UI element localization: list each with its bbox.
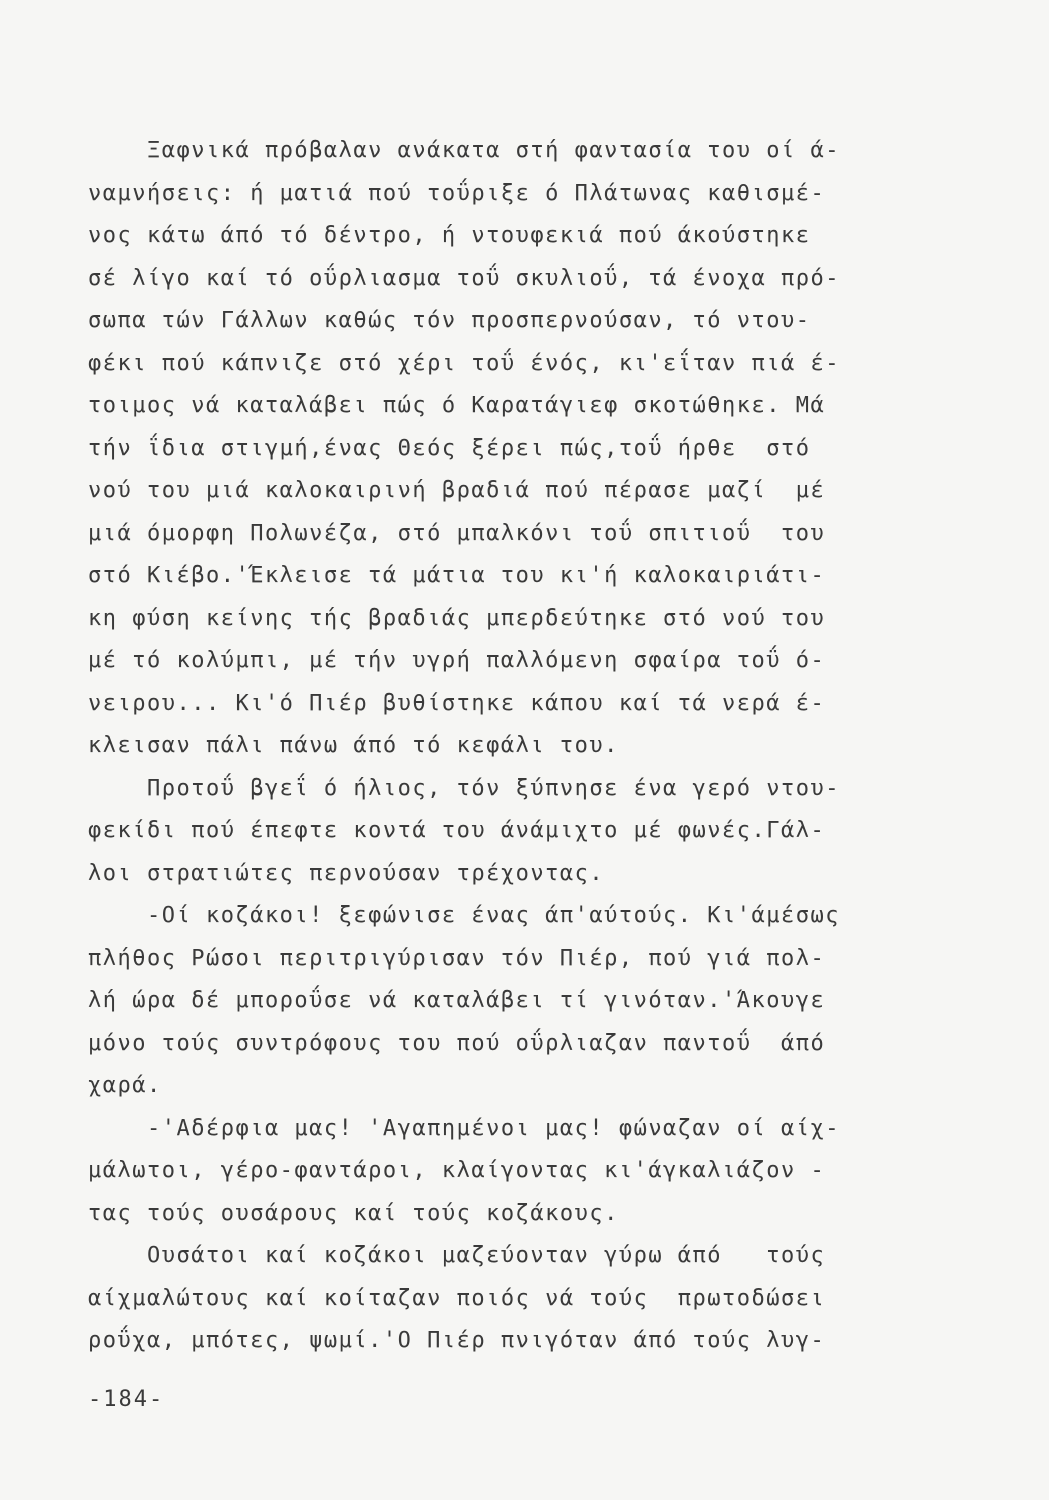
text-line: στό Κιέβο.'Έκλεισε τά μάτια του κι'ή καλοκαιριάτι- <box>88 563 826 588</box>
text-line: Ουσάτοι καί κοζάκοι μαζεύονταν γύρω άπό τούς <box>88 1243 826 1268</box>
text-line: πλήθος Ρώσοι περιτριγύρισαν τόν Πιέρ, πού γιά πολ- <box>88 945 826 971</box>
text-line: φέκι πού κάπνιζε στό χέρι τοΰ ένός, κι'εΐταν πιά έ- <box>88 350 841 376</box>
text-line: αίχμαλώτους καί κοίταζαν ποιός νά τούς πρωτοδώσει <box>88 1285 826 1311</box>
text-line: σωπα τών Γάλλων καθώς τόν προσπερνούσαν, τό ντου- <box>88 308 811 333</box>
text-line: Ξαφνικά πρόβαλαν ανάκατα στή φαντασία του οί ά- <box>88 138 841 163</box>
text-line: σέ λίγο καί τό οΰρλιασμα τοΰ σκυλιοΰ, τά ένοχα πρό- <box>88 265 841 291</box>
text-line: τας τούς ουσάρους καί τούς κοζάκους. <box>88 1200 619 1226</box>
text-line: τοιμος νά καταλάβει πώς ό Καρατάγιεφ σκοτώθηκε. Μά <box>88 393 826 418</box>
text-line: κη φύση κείνης τής βραδιάς μπερδεύτηκε στό νού του <box>88 605 826 631</box>
text-line: λή ώρα δέ μποροΰσε νά καταλάβει τί γινόταν.'Άκουγε <box>88 988 826 1013</box>
text-line: χαρά. <box>88 1073 162 1098</box>
text-line: μιά όμορφη Πολωνέζα, στό μπαλκόνι τοΰ σπιτιοΰ του <box>88 520 826 546</box>
text-line: -'Αδέρφια μας! 'Αγαπημένοι μας! φώναζαν οί αίχ- <box>88 1115 841 1141</box>
text-line: ναμνήσεις: ή ματιά πού τοΰριξε ό Πλάτωνας καθισμέ- <box>88 180 826 206</box>
text-line: ροΰχα, μπότες, ψωμί.'Ο Πιέρ πνιγόταν άπό τούς λυγ- <box>88 1328 826 1353</box>
page-number: -184- <box>88 1387 165 1412</box>
text-line: νος κάτω άπό τό δέντρο, ή ντουφεκιά πού άκούστηκε <box>88 223 811 248</box>
text-line: μάλωτοι, γέρο-φαντάροι, κλαίγοντας κι'άγκαλιάζον - <box>88 1158 826 1183</box>
text-line: φεκίδι πού έπεφτε κοντά του άνάμιχτο μέ φωνές.Γάλ- <box>88 818 826 843</box>
text-line: τήν ΐδια στιγμή,ένας Θεός ξέρει πώς,τοΰ ήρθε στό <box>88 435 811 461</box>
body-text <box>88 130 968 1363</box>
text-line: λοι στρατιώτες περνούσαν τρέχοντας. <box>88 860 605 886</box>
text-line: Προτοΰ βγεΐ ό ήλιος, τόν ξύπνησε ένα γερό ντου- <box>88 775 841 801</box>
text-line: μέ τό κολύμπι, μέ τήν υγρή παλλόμενη σφαίρα τοΰ ό- <box>88 648 826 673</box>
text-line: κλεισαν πάλι πάνω άπό τό κεφάλι του. <box>88 733 619 758</box>
text-line: μόνο τούς συντρόφους του πού οΰρλιαζαν παντοΰ άπό <box>88 1030 826 1056</box>
text-line: νού του μιά καλοκαιρινή βραδιά πού πέρασε μαζί μέ <box>88 478 826 503</box>
text-line: νειρου... Κι'ό Πιέρ βυθίστηκε κάπου καί τά νερά έ- <box>88 690 826 716</box>
text-line: -Οί κοζάκοι! ξεφώνισε ένας άπ'αύτούς. Κι'άμέσως <box>88 903 841 928</box>
